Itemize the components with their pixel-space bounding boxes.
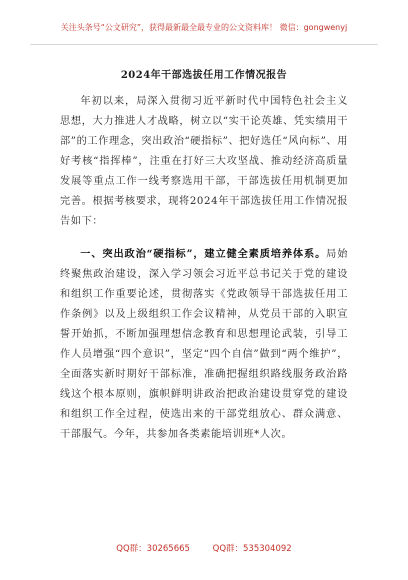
intro-text: 年初以来，局深入贯彻习近平新时代中国特色社会主义思想，大力推进人才战略，树立以“实干论英雄、凭实绩用干部”的工作理念，突出政治“硬指标”、把好选任“风向标”、用好考核“指挥棒”，注重在打好三大攻坚战、推动经济高质量发展等重点工作一线考察选用干部，干部选拔任用机制更加完善。根据考核要求，现将2024年干部选拔任用工作情况报告如下：	[60, 96, 348, 227]
section-1-paragraph	[60, 244, 348, 445]
intro-paragraph	[60, 92, 348, 232]
qq-group-2: QQ群：535304092	[212, 544, 292, 554]
footer-contact	[0, 542, 408, 554]
section-1-body: 局始终聚焦政治建设，深入学习领会习近平总书记关于党的建设和组织工作重要论述，贯彻落实《党政领导干部选拔任用工作条例》以及上级组织工作会议精神，从党员干部的入职宣誓开始抓，不断加强理想信念教育和思想理论武装，引导工作人员增强“四个意识”，坚定“四个自信”做到“两个维护”，全面落实新时期好干部标准，准确把握组织路线服务政治路线这个根本原则，旗帜鲜明讲政治把政治建设贯穿党的建设和组织工作全过程，使选出来的干部党组放心、群众满意、干部服气。今年，共参加各类素能培训班*人次。	[60, 249, 348, 440]
qq-group-1: QQ群：30265665	[116, 544, 190, 554]
header-banner: 关注头条号“公文研究”，获得最新最全最专业的公文资料库！ 微信：gongwenyj	[60, 23, 348, 32]
document-title: 2024年干部选拔任用工作情况报告	[120, 70, 288, 81]
section-1-heading: 一、突出政治“硬指标”，建立健全素质培养体系。	[80, 248, 327, 260]
header-divider	[30, 44, 378, 45]
